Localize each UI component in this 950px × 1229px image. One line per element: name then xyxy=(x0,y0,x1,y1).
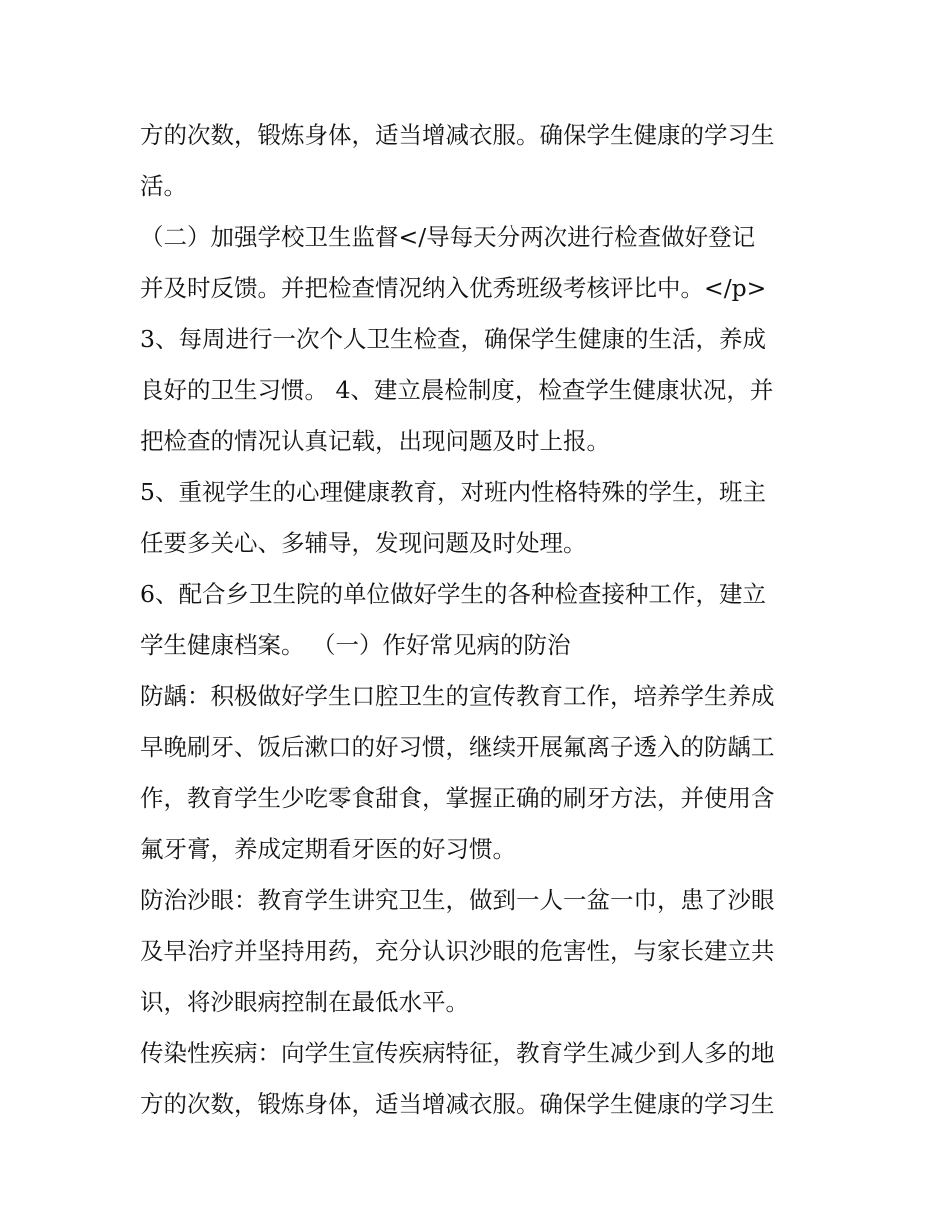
text-line-16: 防治沙眼：教育学生讲究卫生，做到一人一盆一巾，患了沙眼 xyxy=(140,886,775,914)
text-line-11: 学生健康档案。 （一）作好常见病的防治 xyxy=(140,631,571,659)
text-line-14: 作，教育学生少吃零食甜食，掌握正确的刷牙方法，并使用含 xyxy=(140,784,775,812)
text-line-12: 防龋：积极做好学生口腔卫生的宣传教育工作，培养学生养成 xyxy=(140,682,775,710)
text-line-13: 早晚刷牙、饭后漱口的好习惯，继续开展氟离子透入的防龋工 xyxy=(140,733,775,761)
text-line-6: 良好的卫生习惯。 4、建立晨检制度，检查学生健康状况，并 xyxy=(140,376,774,404)
text-line-4: 并及时反馈。并把检查情况纳入优秀班级考核评比中。</p> xyxy=(140,274,767,302)
text-line-17: 及早治疗并坚持用药，充分认识沙眼的危害性，与家长建立共 xyxy=(140,937,775,965)
document-body xyxy=(140,110,830,1130)
text-line-18: 识，将沙眼病控制在最低水平。 xyxy=(140,988,469,1016)
text-line-5: 3、每周进行一次个人卫生检查，确保学生健康的生活，养成 xyxy=(140,325,766,353)
text-line-10: 6、配合乡卫生院的单位做好学生的各种检查接种工作，建立 xyxy=(140,580,766,608)
text-line-7: 把检查的情况认真记载，出现问题及时上报。 xyxy=(140,427,610,455)
text-line-15: 氟牙膏，养成定期看牙医的好习惯。 xyxy=(140,835,516,863)
text-line-3: （二）加强学校卫生监督</导每天分两次进行检查做好登记 xyxy=(140,223,756,251)
text-line-2: 活。 xyxy=(140,172,187,200)
text-line-19: 传染性疾病：向学生宣传疾病特征，教育学生减少到人多的地 xyxy=(140,1039,775,1067)
text-line-20: 方的次数，锻炼身体，适当增减衣服。确保学生健康的学习生 xyxy=(140,1090,775,1118)
text-line-1: 方的次数，锻炼身体，适当增减衣服。确保学生健康的学习生 xyxy=(140,121,775,149)
text-line-8: 5、重视学生的心理健康教育，对班内性格特殊的学生，班主 xyxy=(140,478,766,506)
text-line-9: 任要多关心、多辅导，发现问题及时处理。 xyxy=(140,529,587,557)
